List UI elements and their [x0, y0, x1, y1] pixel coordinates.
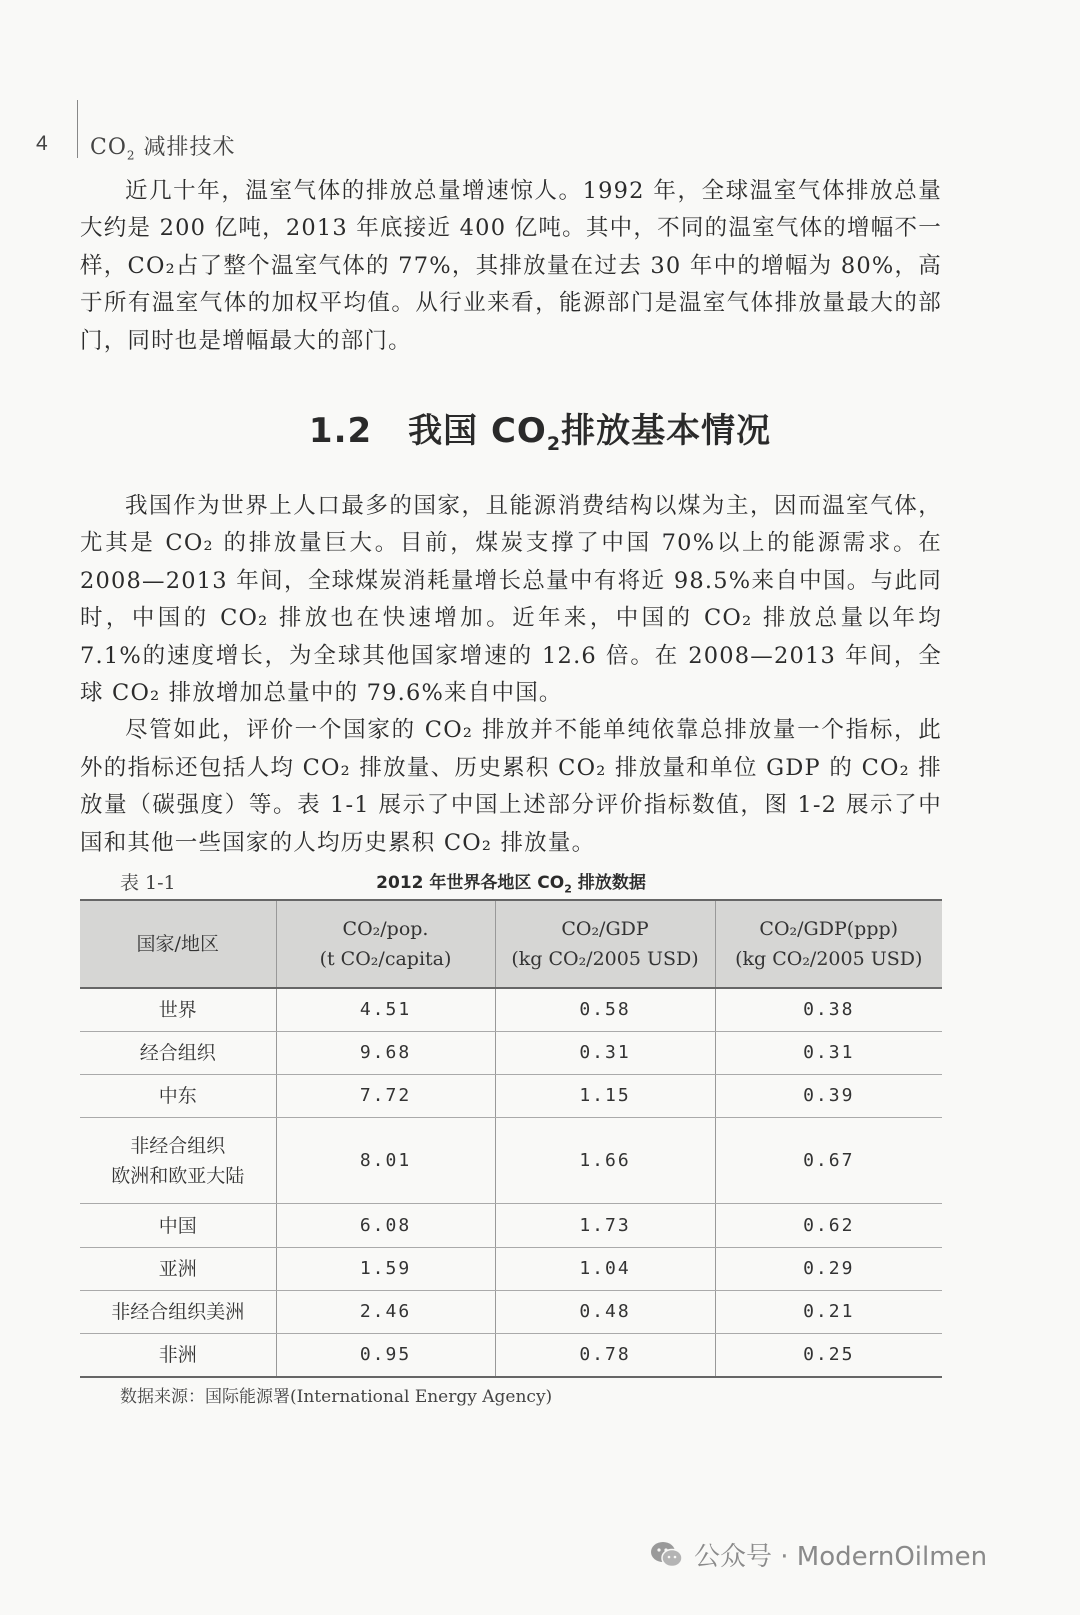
- page-header: [0, 100, 1080, 163]
- value-cell: 0.21: [715, 1290, 942, 1333]
- section-heading: [0, 403, 1080, 455]
- header-co2-per-gdp: CO₂/GDP (kg CO₂/2005 USD): [495, 900, 715, 988]
- value-cell: 0.31: [495, 1031, 715, 1074]
- watermark: [650, 1536, 987, 1573]
- table-row: [80, 1334, 942, 1377]
- value-cell: 1.59: [276, 1247, 495, 1290]
- header-region: 国家/地区: [80, 900, 276, 988]
- header-divider: [77, 100, 78, 158]
- region-cell: 世界: [80, 988, 276, 1031]
- table-header-row: [80, 900, 942, 988]
- value-cell: 2.46: [276, 1290, 495, 1333]
- table-title: 2012 年世界各地区 $CO_2$ 排放数据: [376, 873, 646, 896]
- table-row: [80, 1247, 942, 1290]
- region-cell: 非经合组织美洲: [80, 1290, 276, 1333]
- region-cell: 中国: [80, 1204, 276, 1247]
- region-cell: 经合组织: [80, 1031, 276, 1074]
- value-cell: 7.72: [276, 1075, 495, 1118]
- value-cell: 0.62: [715, 1204, 942, 1247]
- table-row: [80, 988, 942, 1031]
- section-number: 1.2: [308, 411, 373, 451]
- table-id: 表 1-1: [120, 872, 176, 894]
- table-row: [80, 1031, 942, 1074]
- table-caption: [80, 866, 942, 896]
- paragraph-3: 尽管如此，评价一个国家的 CO₂ 排放并不能单纯依靠总排放量一个指标，此外的指标还包括人均 CO₂ 排放量、历史累积 CO₂ 排放量和单位 GDP 的 CO₂ 排放量（碳强度）等。表 1-1 展示了中国上述部分评价指标数值，图 1-2 展示了中国和其他一些国家的人均历史累积 CO₂ 排放量。: [80, 717, 942, 856]
- value-cell: 1.15: [495, 1075, 715, 1118]
- value-cell: 0.67: [715, 1118, 942, 1204]
- header-co2-per-capita: CO₂/pop. (t CO₂/capita): [276, 900, 495, 988]
- value-cell: 0.38: [715, 988, 942, 1031]
- running-title: $CO_2$ 减排技术: [90, 135, 236, 163]
- paragraph-1: 近几十年，温室气体的排放总量增速惊人。1992 年，全球温室气体排放总量大约是 200 亿吨，2013 年底接近 400 亿吨。其中，不同的温室气体的增幅不一样，CO₂占了整个温室气体的 77%，其排放量在过去 30 年中的增幅为 80%，高于所有温室气体的加权平均值。从行业来看，能源部门是温室气体排放量最大的部门，同时也是增幅最大的部门。: [80, 178, 942, 354]
- value-cell: 0.39: [715, 1075, 942, 1118]
- value-cell: 0.58: [495, 988, 715, 1031]
- value-cell: 0.78: [495, 1334, 715, 1377]
- table-row: [80, 1118, 942, 1204]
- header-co2-per-gdp-ppp: CO₂/GDP(ppp) (kg CO₂/2005 USD): [715, 900, 942, 988]
- page-number: 4: [36, 132, 48, 155]
- value-cell: 0.48: [495, 1290, 715, 1333]
- value-cell: 0.29: [715, 1247, 942, 1290]
- region-cell: 中东: [80, 1075, 276, 1118]
- section-body: [80, 488, 942, 862]
- value-cell: 0.25: [715, 1334, 942, 1377]
- value-cell: 4.51: [276, 988, 495, 1031]
- emissions-table: [80, 899, 942, 1378]
- region-cell: 非经合组织 欧洲和欧亚大陆: [80, 1118, 276, 1204]
- value-cell: 0.31: [715, 1031, 942, 1074]
- paragraph-2: 我国作为世界上人口最多的国家，且能源消费结构以煤为主，因而温室气体，尤其是 CO₂ 的排放量巨大。目前，煤炭支撑了中国 70%以上的能源需求。在 2008—2013 年间，全球煤炭消耗量增长总量中有将近 98.5%来自中国。与此同时，中国的 CO₂ 排放也在快速增加。近年来，中国的 CO₂ 排放总量以年均 7.1%的速度增长，为全球其他国家增速的 12.6 倍。在 2008—2013 年间，全球 CO₂ 排放增加总量中的 79.6%来自中国。: [80, 493, 942, 707]
- value-cell: 1.73: [495, 1204, 715, 1247]
- paragraph-intro: [80, 173, 942, 360]
- value-cell: 8.01: [276, 1118, 495, 1204]
- region-cell: 非洲: [80, 1334, 276, 1377]
- table-row: [80, 1204, 942, 1247]
- region-cell: 亚洲: [80, 1247, 276, 1290]
- value-cell: 1.66: [495, 1118, 715, 1204]
- value-cell: 9.68: [276, 1031, 495, 1074]
- table-source-note: 数据来源：国际能源署(International Energy Agency): [120, 1387, 553, 1407]
- section-title: 我国 $CO_2$排放基本情况: [408, 411, 772, 455]
- value-cell: 6.08: [276, 1204, 495, 1247]
- table-row: [80, 1290, 942, 1333]
- value-cell: 1.04: [495, 1247, 715, 1290]
- value-cell: 0.95: [276, 1334, 495, 1377]
- watermark-text: 公众号 · ModernOilmen: [694, 1542, 988, 1572]
- wechat-icon: [650, 1540, 684, 1570]
- table-row: [80, 1075, 942, 1118]
